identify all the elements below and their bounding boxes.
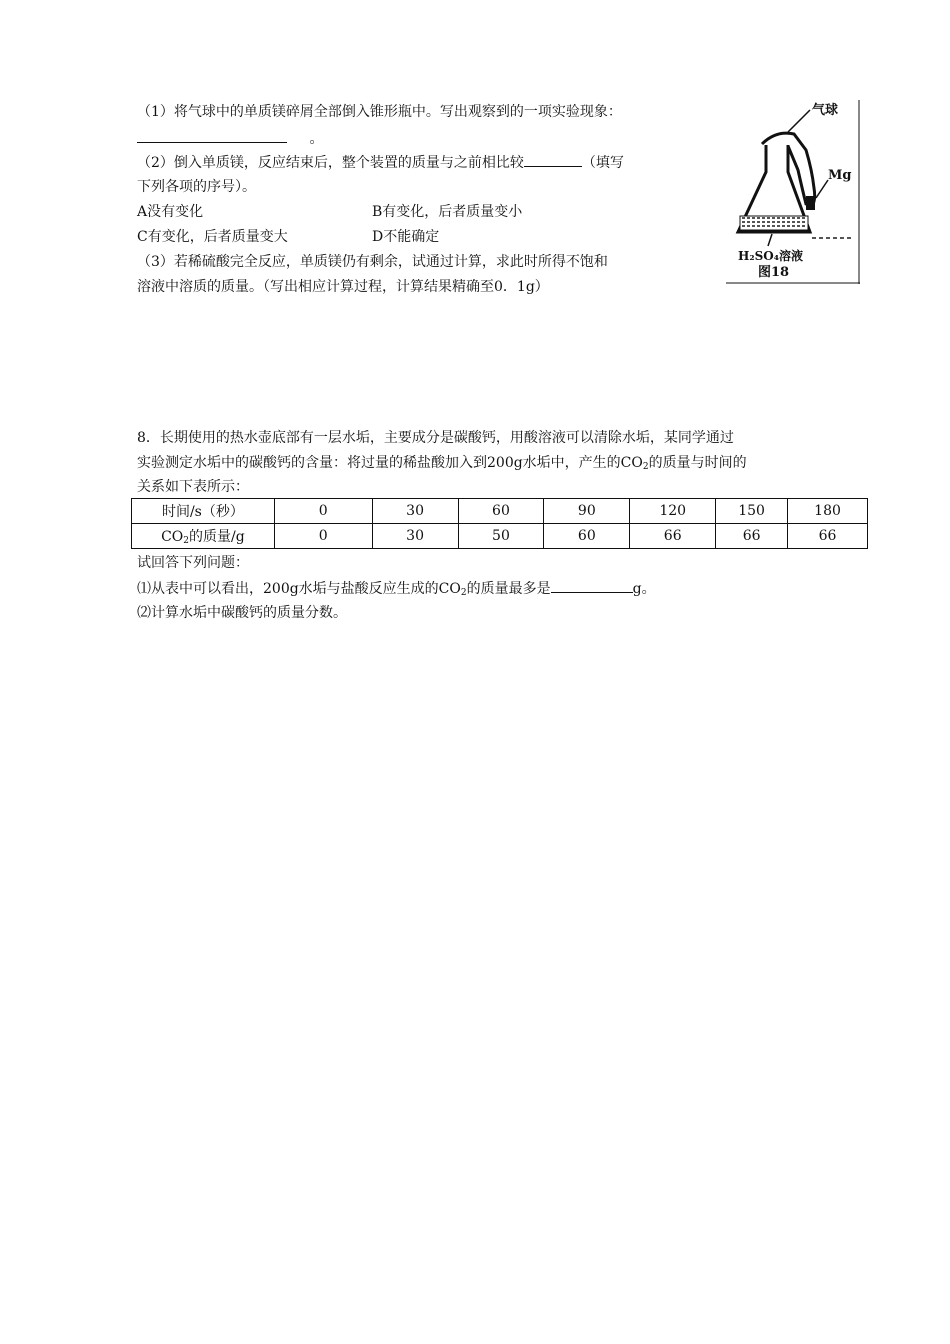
- option-d: D不能确定: [372, 229, 440, 245]
- row-header-mass: [132, 524, 275, 549]
- q7-part2-question: （2）倒入单质镁，反应结束后，整个装置的质量与之前相比较: [137, 155, 524, 171]
- time-cell: 150: [716, 499, 788, 524]
- subscript-2: 2: [642, 462, 649, 472]
- mass-cell: 30: [372, 524, 458, 549]
- q8-sub1: [137, 578, 656, 603]
- time-cell: 180: [788, 499, 868, 524]
- q8-prompt: 试回答下列问题：: [137, 555, 249, 571]
- period: 。: [309, 131, 324, 147]
- q8-sub1-b: 的质量最多是: [466, 581, 551, 597]
- mass-cell: 50: [458, 524, 544, 549]
- mass-label: 的质量/g: [189, 529, 245, 545]
- answer-blank[interactable]: [551, 578, 633, 593]
- time-cell: 90: [544, 499, 630, 524]
- answer-blank[interactable]: [524, 152, 582, 167]
- q7-part1-answer-line: [137, 128, 323, 149]
- mass-cell: 66: [630, 524, 716, 549]
- co2-label: CO: [161, 529, 184, 545]
- time-cell: 30: [372, 499, 458, 524]
- q8-sub2: ⑵计算水垢中碳酸钙的质量分数。: [137, 605, 347, 621]
- figure-18-flask-diagram: [726, 100, 860, 284]
- mass-cell: 66: [788, 524, 868, 549]
- time-cell: 120: [630, 499, 716, 524]
- label-solution: H₂SO₄溶液: [738, 249, 803, 263]
- q7-part2-tail: （填写: [581, 155, 624, 171]
- mass-cell: 66: [716, 524, 788, 549]
- q8-line2-b: 的质量与时间的: [648, 455, 747, 471]
- table-row-time: [132, 499, 868, 524]
- label-balloon: 气球: [812, 103, 839, 118]
- q7-part3-line1: （3）若稀硫酸完全反应，单质镁仍有剩余，试通过计算，求此时所得不饱和: [137, 254, 608, 270]
- q7-part3-line2: 溶液中溶质的质量。（写出相应计算过程，计算结果精确至0．1g）: [137, 279, 549, 295]
- figure-caption: 图18: [758, 265, 790, 280]
- q8-line3: 关系如下表所示：: [137, 479, 249, 495]
- q8-sub1-a: ⑴从表中可以看出，200g水垢与盐酸反应生成的CO: [137, 581, 461, 597]
- option-a: A没有变化: [137, 204, 204, 220]
- q8-line1: 8．长期使用的热水壶底部有一层水垢，主要成分是碳酸钙，用酸溶液可以清除水垢，某同学通过: [137, 430, 734, 446]
- co2-mass-time-table: [131, 498, 868, 549]
- q7-part1-text: （1）将气球中的单质镁碎屑全部倒入锥形瓶中。写出观察到的一项实验现象：: [137, 104, 622, 120]
- unit: g。: [632, 581, 656, 597]
- q7-part2-text: [137, 152, 624, 173]
- mass-cell: 60: [544, 524, 630, 549]
- row-header-time: 时间/s（秒）: [132, 499, 275, 524]
- option-b: B有变化，后者质量变小: [372, 204, 523, 220]
- magnesium-icon: [806, 196, 815, 210]
- time-cell: 60: [458, 499, 544, 524]
- subscript-2: 2: [183, 536, 190, 546]
- table-row-mass: [132, 524, 868, 549]
- q8-line2: [137, 453, 747, 477]
- mass-cell: 0: [274, 524, 372, 549]
- answer-blank[interactable]: [137, 128, 287, 143]
- time-cell: 0: [274, 499, 372, 524]
- option-c: C有变化，后者质量变大: [137, 229, 288, 245]
- label-mg: Mg: [828, 168, 852, 183]
- subscript-2: 2: [460, 588, 467, 598]
- q8-line2-a: 实验测定水垢中的碳酸钙的含量：将过量的稀盐酸加入到200g水垢中，产生的CO: [137, 455, 643, 471]
- q7-part2-line2: 下列各项的序号）。: [137, 179, 256, 195]
